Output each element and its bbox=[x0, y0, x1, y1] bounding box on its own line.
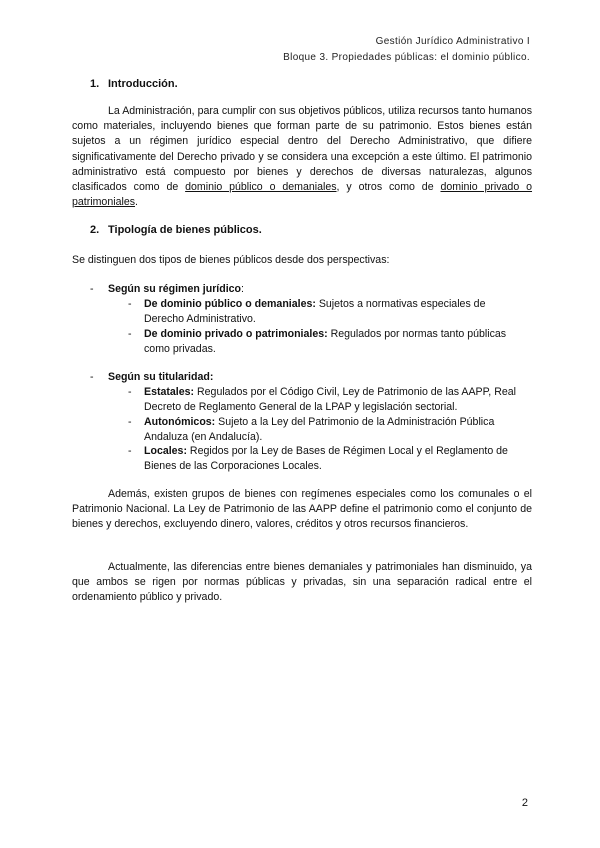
section-2-title: Tipología de bienes públicos. bbox=[108, 224, 262, 236]
link-dominio-privado[interactable]: dominio privado o patrimoniales bbox=[72, 181, 533, 209]
section-2-paragraph-diferencias: Actualmente, las diferencias entre bienes demaniales y patrimoniales han disminuido, ya que ambos se rigen por normas públicas y privadas, sin una separación radical entre el ordenamiento público y privado. bbox=[72, 561, 532, 604]
item-text: Regulados por normas tanto públicas como privadas. bbox=[144, 328, 507, 356]
section-1-text-a: La Administración, para cumplir con sus objetivos públicos, utiliza recursos tanto humanos como materiales, incluyendo bienes que forman parte de su patrimonio. Estos bienes están sujetos a un régimen jurídico especial dentro del Derecho Administrativo, que difiere significativamente del Derecho privado y se considera una excepción a este último. El patrimonio administrativo está compuesto por bienes y derechos de diversas naturalezas, algunos clasificados como de bbox=[72, 105, 532, 194]
item-text: Sujetos a normativas especiales de Derecho Administrativo. bbox=[144, 298, 486, 326]
list-item-locales bbox=[128, 444, 528, 474]
list-item-autonomicos bbox=[128, 415, 528, 445]
group-1-label: Según su régimen jurídico bbox=[108, 283, 242, 295]
section-2-heading bbox=[90, 224, 262, 236]
list-item-estatales bbox=[128, 385, 528, 415]
list-item-dominio-privado bbox=[128, 327, 528, 357]
section-1-text-c: . bbox=[135, 196, 138, 209]
item-term: De dominio privado o patrimoniales: bbox=[144, 328, 328, 340]
section-1-heading bbox=[90, 78, 178, 90]
header-block-title: Bloque 3. Propiedades públicas: el dominio público. bbox=[283, 52, 530, 63]
sublist-dash: - bbox=[128, 386, 132, 398]
link-dominio-publico[interactable]: dominio público o demaniales bbox=[185, 181, 337, 194]
section-2-paragraph-regimenes: Además, existen grupos de bienes con regímenes especiales como los comunales o el Patrimonio Nacional. La Ley de Patrimonio de las AAPP define el patrimonio como el conjunto de bienes y derechos, excluyendo dinero, valores, créditos y otros recursos financieros. bbox=[72, 488, 532, 531]
header-course-title: Gestión Jurídico Administrativo I bbox=[375, 36, 530, 47]
section-2-number: 2. bbox=[90, 224, 100, 236]
item-text: Regidos por la Ley de Bases de Régimen Local y el Reglamento de Bienes de las Corporaciones Locales. bbox=[144, 445, 508, 473]
sublist-dash: - bbox=[128, 298, 132, 310]
section-2-intro: Se distinguen dos tipos de bienes públicos desde dos perspectivas: bbox=[72, 254, 390, 266]
section-1-title: Introducción. bbox=[108, 78, 178, 90]
section-1-number: 1. bbox=[90, 78, 100, 90]
section-1-text-b: , y otros como de bbox=[336, 181, 441, 194]
item-term: Estatales: bbox=[144, 386, 195, 398]
sublist-dash: - bbox=[128, 445, 132, 457]
item-text: Regulados por el Código Civil, Ley de Patrimonio de las AAPP, Real Decreto de Reglamento General de la LPAP y legislación sectorial. bbox=[144, 386, 516, 414]
item-term: Locales: bbox=[144, 445, 187, 457]
item-term: De dominio público o demaniales: bbox=[144, 298, 316, 310]
group-2-label: Según su titularidad: bbox=[108, 371, 214, 383]
group-1-colon: : bbox=[241, 283, 244, 295]
item-text: Sujeto a la Ley del Patrimonio de la Administración Pública Andaluza (en Andalucía). bbox=[144, 416, 495, 444]
list-item-dominio-publico bbox=[128, 297, 528, 327]
section-1-paragraph bbox=[72, 104, 532, 210]
item-term: Autonómicos: bbox=[144, 416, 216, 428]
list-dash: - bbox=[90, 371, 94, 383]
sublist-dash: - bbox=[128, 416, 132, 428]
sublist-dash: - bbox=[128, 328, 132, 340]
list-dash: - bbox=[90, 283, 94, 295]
page-number: 2 bbox=[521, 797, 528, 809]
